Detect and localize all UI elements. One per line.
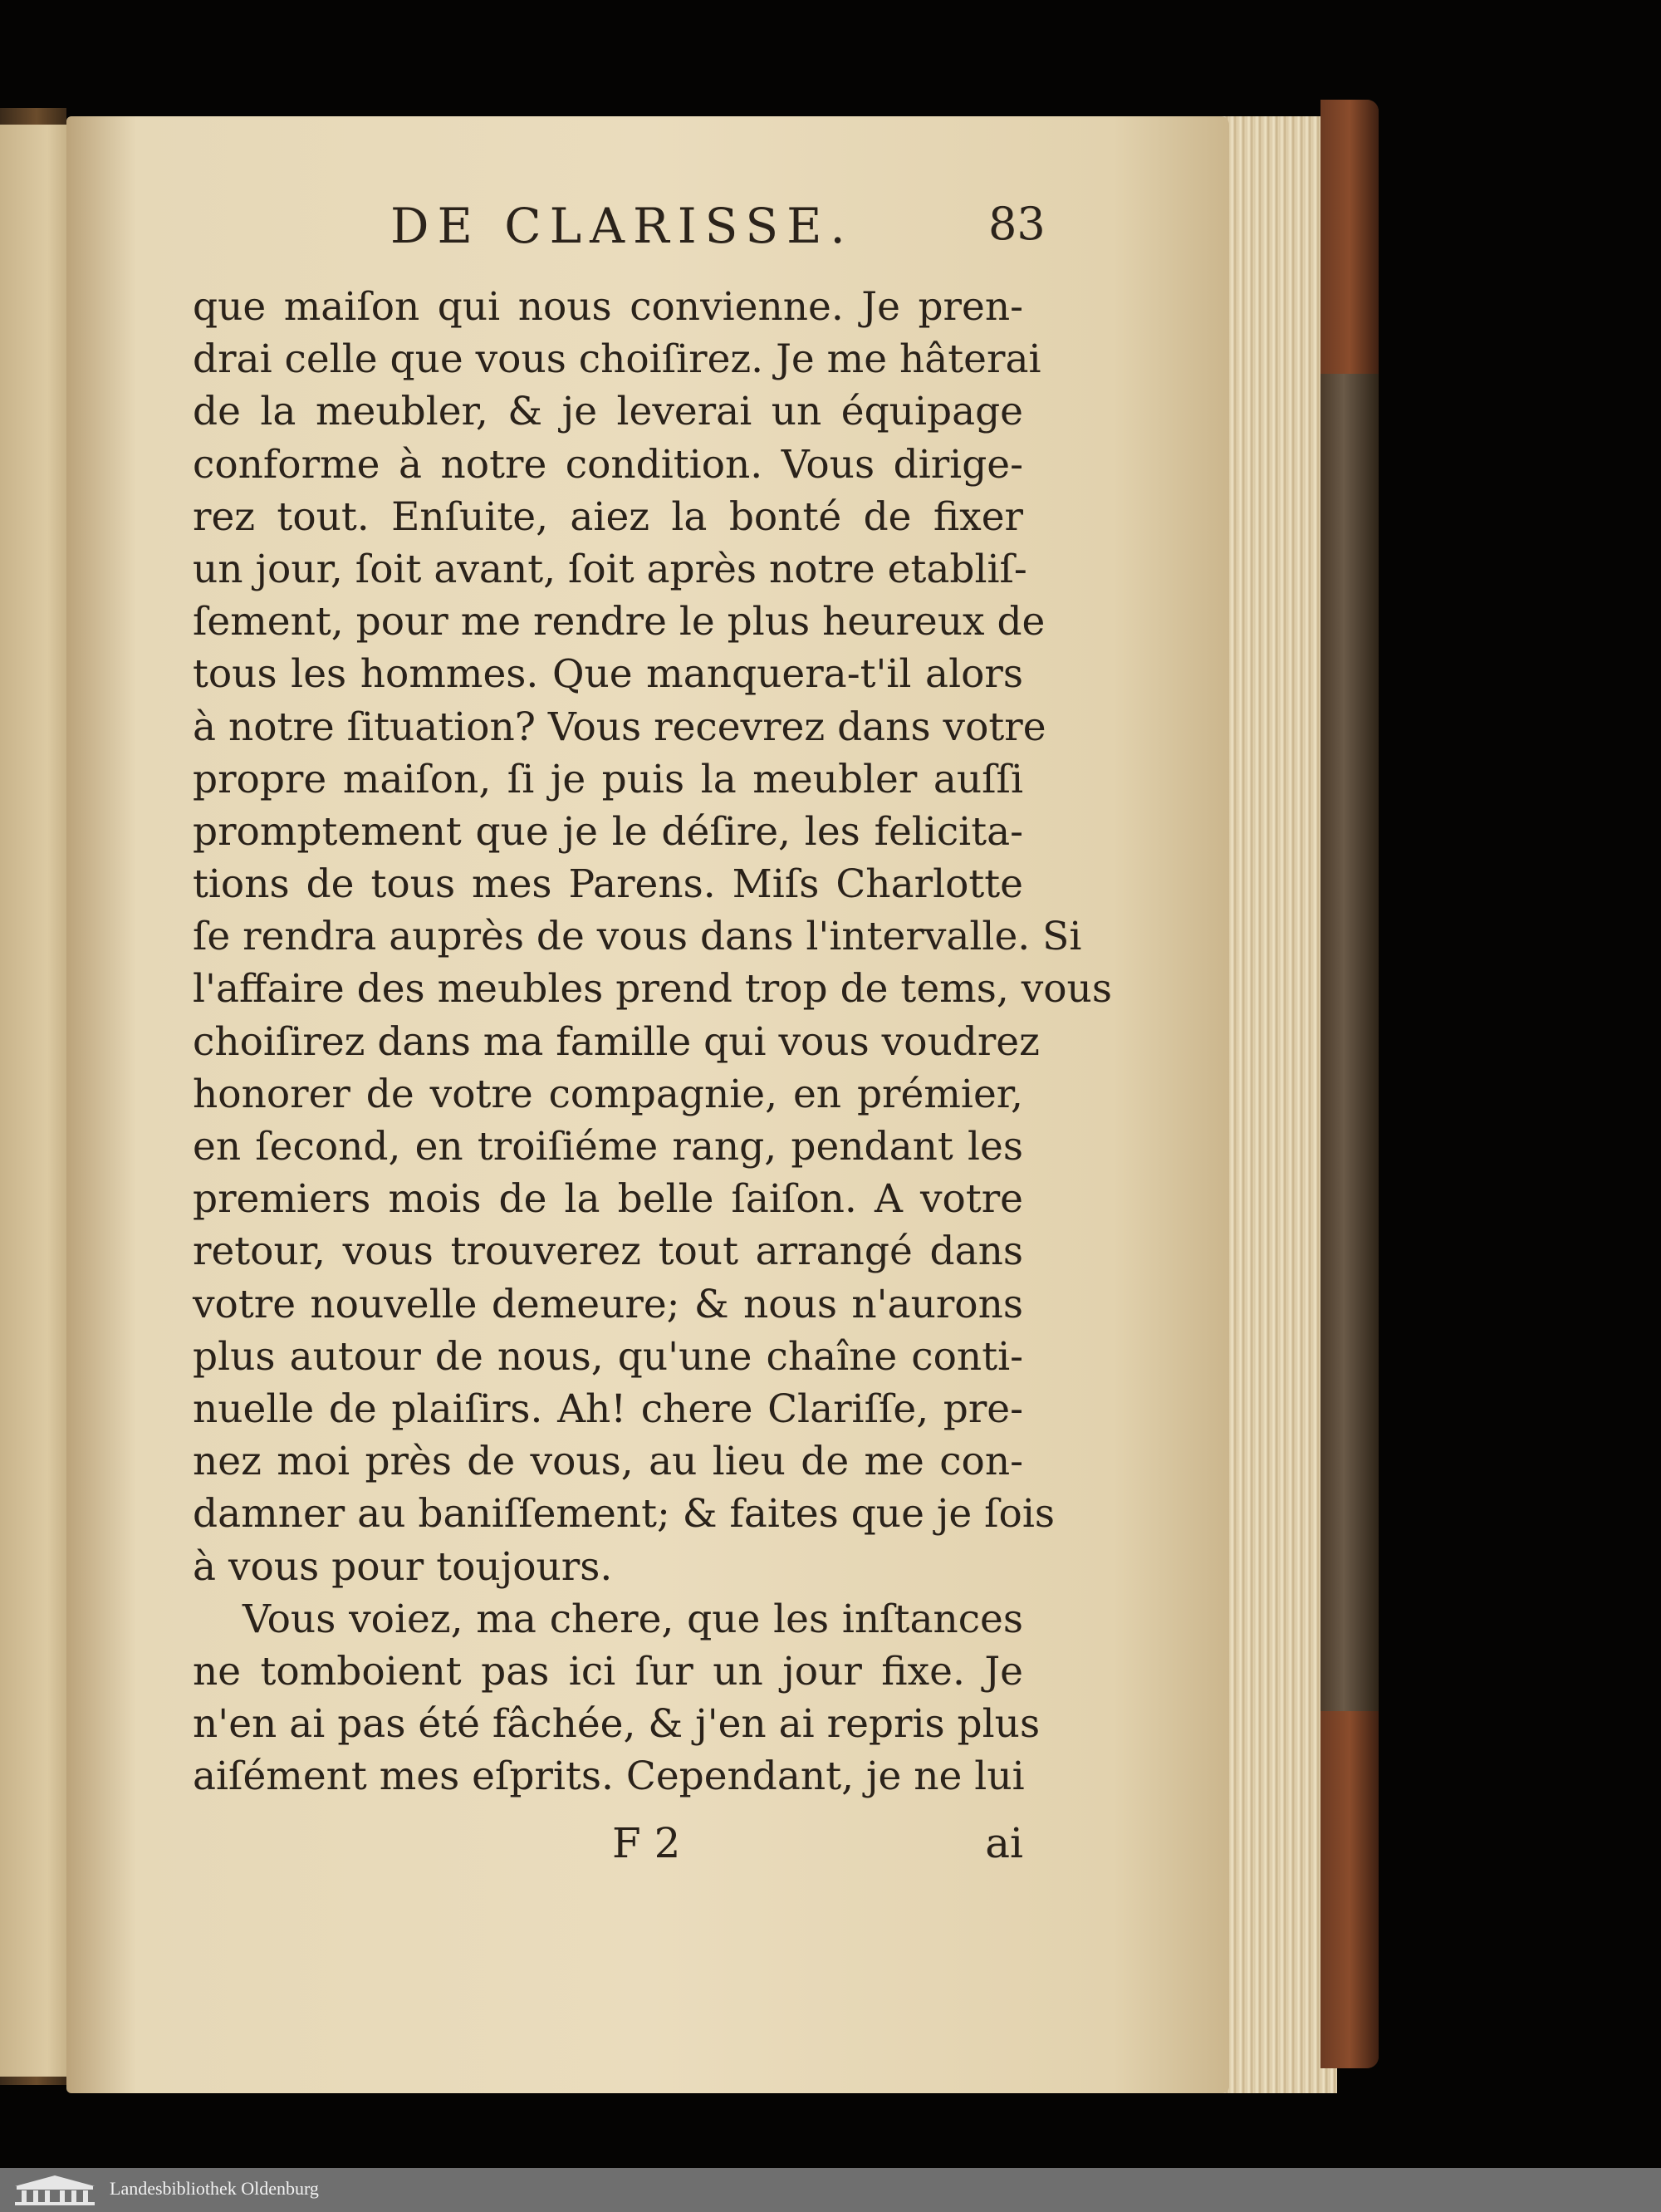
text-line: n'en ai pas été fâchée, & j'en ai repris plus <box>193 1701 1041 1748</box>
text-line: votre nouvelle demeure; & nous n'aurons <box>193 1281 1023 1327</box>
cover-leather-top <box>1320 100 1379 374</box>
text-line: à notre ſituation? Vous recevrez dans votre <box>193 704 1046 750</box>
text-line: ſement, pour me rendre le plus heureux de <box>193 599 1046 645</box>
footer-bar <box>0 2168 1661 2212</box>
text-line: de la meubler, & je leverai un équipage <box>193 389 1023 435</box>
page-footer <box>193 1819 1023 1877</box>
text-line: l'affaire des meubles prend trop de tems, vous <box>193 966 1112 1013</box>
text-line: retour, vous trouverez tout arrangé dans <box>193 1229 1023 1275</box>
library-name[interactable]: Landesbibliothek Oldenburg <box>110 2178 319 2199</box>
cover-leather-bottom <box>1320 1711 1379 2068</box>
signature-mark: F 2 <box>612 1819 681 1867</box>
page-edges <box>1213 116 1337 2093</box>
text-line: drai celle que vous choiſirez. Je me hâterai <box>193 336 1041 383</box>
text-line: ne tomboient pas ici ſur un jour fixe. Je <box>193 1648 1023 1695</box>
text-line: que maiſon qui nous convienne. Je pren- <box>193 284 1023 330</box>
body-text <box>193 281 1112 1802</box>
text-line: conforme à notre condition. Vous dirige- <box>193 441 1023 488</box>
library-building-icon <box>12 2173 98 2206</box>
text-line: damner au baniſſement; & faites que je ſois <box>193 1491 1055 1538</box>
text-line: honorer de votre compagnie, en prémier, <box>193 1071 1023 1117</box>
text-line: à vous pour toujours. <box>193 1543 613 1590</box>
page-number: 83 <box>988 198 1046 250</box>
text-line: en ſecond, en troiſiéme rang, pendant les <box>193 1124 1023 1170</box>
text-line: tous les hommes. Que manquera-t'il alors <box>193 651 1023 698</box>
page-header <box>390 198 1046 264</box>
catchword: ai <box>985 1819 1023 1867</box>
text-line: propre maiſon, ſi je puis la meubler auſſi <box>193 756 1023 802</box>
text-line: rez tout. Enſuite, aiez la bonté de fixer <box>193 493 1023 540</box>
text-line: aiſément mes eſprits. Cependant, je ne lui <box>193 1753 1025 1800</box>
text-line: nuelle de plaiſirs. Ah! chere Clariſſe, pre- <box>193 1386 1023 1432</box>
text-line: Vous voiez, ma chere, que les inſtances <box>243 1596 1023 1642</box>
text-line: premiers mois de la belle ſaiſon. A votre <box>193 1176 1023 1223</box>
text-line: promptement que je le déſire, les felicita- <box>193 808 1023 855</box>
text-line: un jour, ſoit avant, ſoit après notre etabliſ- <box>193 546 1027 592</box>
running-title: DE CLARISSE. <box>390 198 854 254</box>
text-line: plus autour de nous, qu'une chaîne conti- <box>193 1333 1023 1380</box>
text-line: ſe rendra auprès de vous dans l'intervalle. Si <box>193 914 1082 960</box>
text-line: nez moi près de vous, au lieu de me con- <box>193 1439 1023 1485</box>
text-line: choiſirez dans ma famille qui vous voudrez <box>193 1018 1040 1065</box>
text-line: tions de tous mes Parens. Miſs Charlotte <box>193 861 1023 908</box>
